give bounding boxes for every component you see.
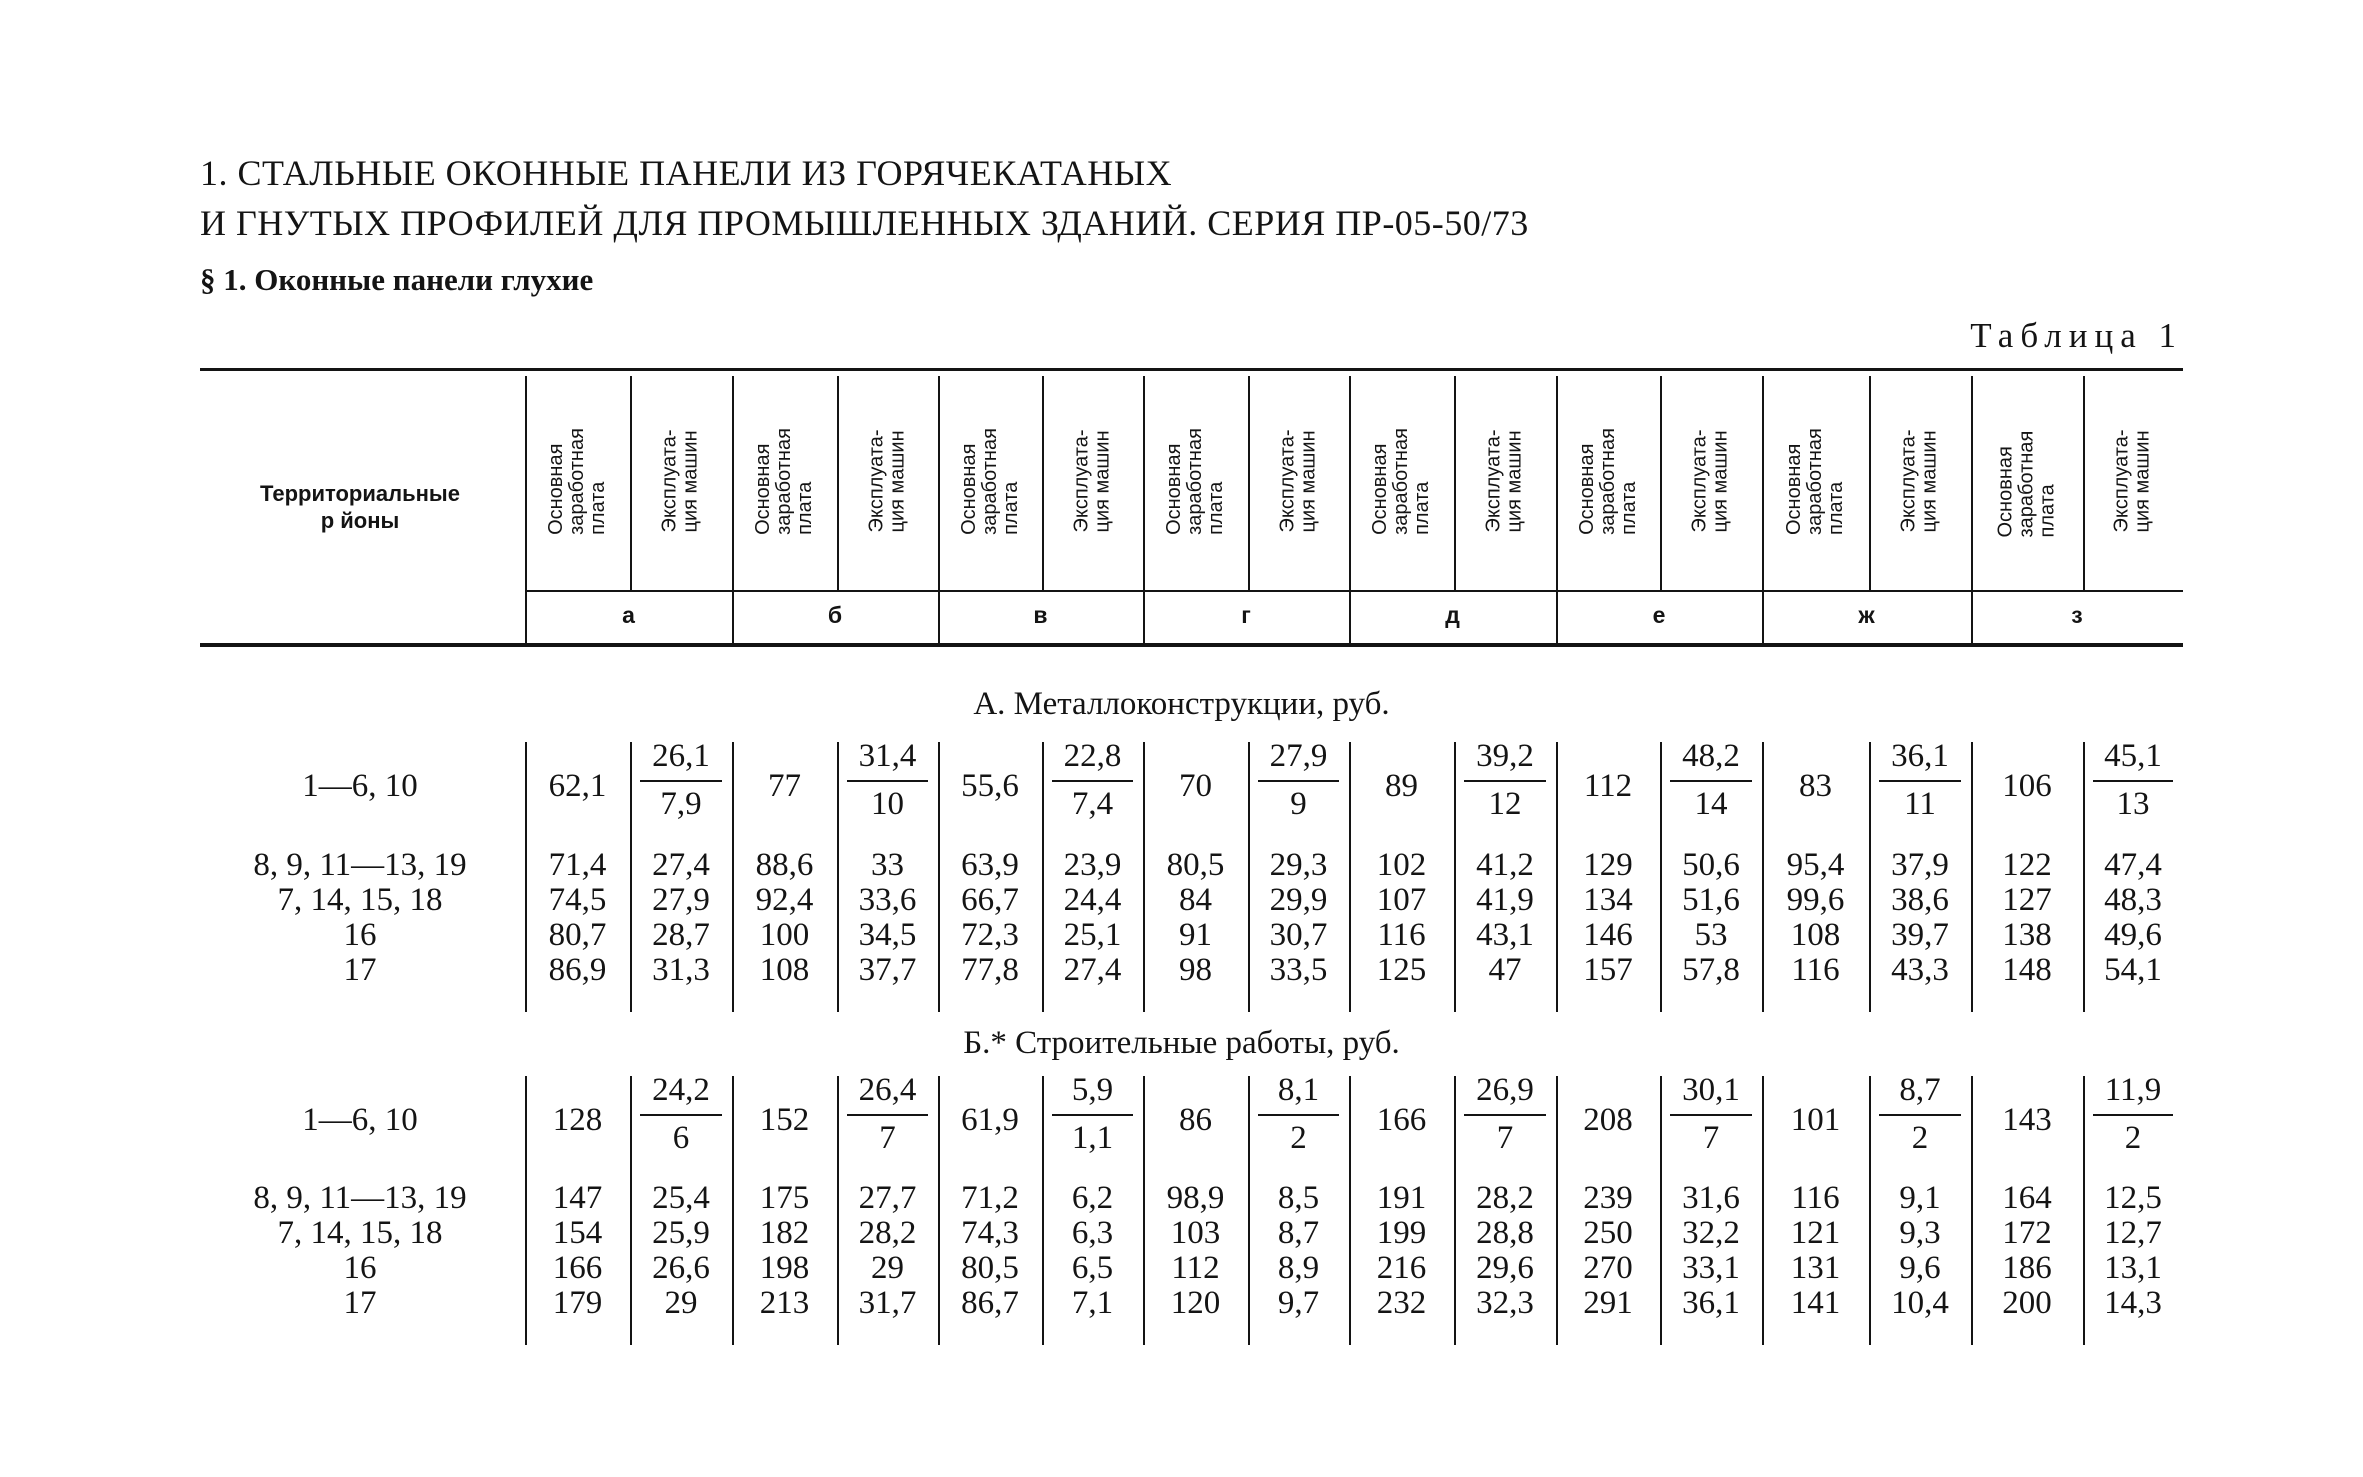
column-letter: в [1033, 602, 1048, 628]
machine-use-numerator: 30,1 [1682, 1072, 1740, 1108]
machine-use-denominator: 2 [2124, 1120, 2142, 1156]
column-letter: а [622, 602, 635, 628]
machine-use-value: 8,9 [1277, 1250, 1320, 1286]
machine-use-numerator: 36,1 [1891, 738, 1949, 774]
machine-use-value: 41,2 [1476, 847, 1534, 883]
machine-use-denominator: 9 [1290, 786, 1307, 822]
base-wage-value: 128 [552, 1102, 603, 1138]
machine-use-value: 26,6 [652, 1250, 710, 1286]
region-label: 16 [343, 917, 377, 953]
subheader-machine-use [630, 376, 732, 586]
fraction-bar [847, 1114, 928, 1116]
fraction-bar [1464, 1114, 1546, 1116]
machine-use-denominator: 7,9 [660, 786, 702, 822]
subheader-machine-use-text: Эксплуата- ция машин [1483, 429, 1526, 533]
title-line-2: И ГНУТЫХ ПРОФИЛЕЙ ДЛЯ ПРОМЫШЛЕННЫХ ЗДАНИЙ. СЕРИЯ ПР-05-50/73 [200, 203, 1529, 243]
machine-use-value: 30,7 [1269, 917, 1328, 953]
machine-use-value: 7,1 [1071, 1285, 1114, 1321]
base-wage-value: 125 [1376, 952, 1427, 988]
machine-use-numerator: 39,2 [1476, 738, 1534, 774]
document-title [200, 148, 2100, 248]
base-wage-value: 232 [1376, 1285, 1427, 1321]
machine-use-value: 34,5 [858, 917, 917, 953]
fraction-bar [640, 1114, 722, 1116]
machine-use-value: 29,9 [1269, 882, 1328, 918]
base-wage-value: 143 [2002, 1102, 2052, 1138]
region-label: 7, 14, 15, 18 [277, 1215, 443, 1251]
machine-use-value: 37,9 [1891, 847, 1949, 883]
base-wage-value: 166 [552, 1250, 603, 1286]
base-wage-value: 71,2 [961, 1180, 1019, 1216]
machine-use-value: 10,4 [1891, 1285, 1949, 1321]
group-title: Б.* Строительные работы, руб. [963, 1025, 1400, 1061]
machine-use-value: 31,7 [858, 1285, 917, 1321]
machine-use-numerator: 31,4 [858, 738, 917, 774]
subheader-machine-use [837, 376, 938, 586]
base-wage-value: 112 [1583, 768, 1633, 804]
machine-use-value: 27,4 [1063, 952, 1122, 988]
fraction-bar [2093, 780, 2173, 782]
region-label: 1—6, 10 [302, 1102, 418, 1138]
column-letter: д [1445, 602, 1460, 628]
machine-use-value: 13,1 [2104, 1250, 2162, 1286]
region-label: 8, 9, 11—13, 19 [253, 1180, 467, 1216]
subheader-machine-use-text: Эксплуата- ция машин [2111, 429, 2154, 533]
base-wage-value: 70 [1179, 768, 1212, 804]
base-wage-value: 92,4 [755, 882, 814, 918]
machine-use-value: 43,3 [1891, 952, 1949, 988]
base-wage-value: 71,4 [548, 847, 607, 883]
machine-use-value: 27,9 [652, 882, 710, 918]
base-wage-value: 179 [552, 1285, 603, 1321]
base-wage-value: 61,9 [961, 1102, 1019, 1138]
base-wage-value: 216 [1376, 1250, 1427, 1286]
base-wage-value: 122 [2002, 847, 2052, 883]
machine-use-value: 54,1 [2104, 952, 2162, 988]
table-header-bottom-rule [200, 643, 2183, 647]
machine-use-value: 25,4 [652, 1180, 710, 1216]
subheader-machine-use-text: Эксплуата- ция машин [1276, 429, 1320, 533]
section-heading: § 1. Оконные панели глухие [200, 262, 594, 297]
machine-use-value: 48,3 [2104, 882, 2162, 918]
subheader-base-wage [732, 376, 837, 586]
machine-use-value: 49,6 [2104, 917, 2162, 953]
machine-use-value: 57,8 [1682, 952, 1740, 988]
machine-use-value: 12,5 [2104, 1180, 2162, 1216]
fraction-bar [640, 780, 722, 782]
machine-use-denominator: 7 [1702, 1120, 1720, 1156]
machine-use-numerator: 24,2 [652, 1072, 710, 1108]
machine-use-value: 28,7 [652, 917, 710, 953]
machine-use-value: 29 [871, 1250, 904, 1286]
fraction-bar [1670, 780, 1752, 782]
machine-use-value: 24,4 [1063, 882, 1122, 918]
fraction-bar [1258, 1114, 1339, 1116]
base-wage-value: 175 [759, 1180, 810, 1216]
machine-use-denominator: 7,4 [1071, 786, 1114, 822]
fraction-bar [847, 780, 928, 782]
subheader-base-wage-text: Основная заработная плата [1163, 427, 1227, 535]
base-wage-value: 66,7 [961, 882, 1019, 918]
machine-use-value: 6,2 [1071, 1180, 1114, 1216]
subheader-base-wage [938, 376, 1042, 586]
base-wage-value: 62,1 [548, 768, 607, 804]
base-wage-value: 129 [1583, 847, 1633, 883]
base-wage-value: 101 [1790, 1102, 1841, 1138]
base-wage-value: 88,6 [755, 847, 814, 883]
subheader-machine-use [2083, 376, 2183, 586]
fraction-bar [1879, 780, 1961, 782]
machine-use-denominator: 7 [879, 1120, 896, 1156]
region-label: 16 [343, 1250, 377, 1286]
machine-use-denominator: 6 [672, 1120, 690, 1156]
machine-use-numerator: 45,1 [2104, 738, 2162, 774]
column-letter: ж [1858, 602, 1875, 628]
machine-use-value: 9,1 [1899, 1180, 1941, 1216]
base-wage-value: 103 [1170, 1215, 1221, 1251]
machine-use-value: 43,1 [1476, 917, 1534, 953]
machine-use-value: 8,7 [1277, 1215, 1320, 1251]
territory-header-line-2: р йоны [320, 508, 400, 533]
group-title: А. Металлоконструкции, руб. [973, 686, 1390, 722]
base-wage-value: 141 [1790, 1285, 1841, 1321]
base-wage-value: 213 [759, 1285, 810, 1321]
machine-use-value: 25,9 [652, 1215, 710, 1251]
machine-use-value: 33,1 [1682, 1250, 1740, 1286]
machine-use-value: 50,6 [1682, 847, 1740, 883]
machine-use-numerator: 22,8 [1063, 738, 1122, 774]
subheader-base-wage [1762, 376, 1869, 586]
machine-use-value: 27,7 [858, 1180, 917, 1216]
machine-use-denominator: 14 [1694, 786, 1728, 822]
machine-use-value: 29,3 [1269, 847, 1328, 883]
subheader-machine-use-text: Эксплуата- ция машин [659, 429, 702, 533]
machine-use-value: 33,5 [1269, 952, 1328, 988]
table-top-rule [200, 368, 2183, 371]
machine-use-denominator: 2 [1911, 1120, 1929, 1156]
base-wage-value: 112 [1171, 1250, 1220, 1286]
subheader-machine-use-text: Эксплуата- ция машин [1689, 429, 1732, 533]
machine-use-value: 28,8 [1476, 1215, 1534, 1251]
base-wage-value: 72,3 [961, 917, 1019, 953]
subheader-base-wage-text: Основная заработная плата [957, 427, 1022, 535]
machine-use-value: 29 [664, 1285, 698, 1321]
base-wage-value: 208 [1583, 1102, 1633, 1138]
base-wage-value: 120 [1170, 1285, 1221, 1321]
machine-use-value: 28,2 [1476, 1180, 1534, 1216]
base-wage-value: 148 [2002, 952, 2052, 988]
machine-use-numerator: 5,9 [1071, 1072, 1114, 1108]
column-letter: е [1652, 602, 1666, 628]
machine-use-numerator: 11,9 [2104, 1072, 2162, 1108]
machine-use-value: 39,7 [1891, 917, 1949, 953]
machine-use-value: 38,6 [1891, 882, 1949, 918]
base-wage-value: 55,6 [961, 768, 1019, 804]
base-wage-value: 182 [759, 1215, 810, 1251]
base-wage-value: 99,6 [1786, 882, 1845, 918]
base-wage-value: 291 [1583, 1285, 1633, 1321]
machine-use-value: 33,6 [858, 882, 917, 918]
machine-use-value: 31,3 [652, 952, 710, 988]
machine-use-denominator: 7 [1496, 1120, 1514, 1156]
machine-use-denominator: 13 [2116, 786, 2150, 822]
region-label: 1—6, 10 [302, 768, 418, 804]
machine-use-numerator: 26,9 [1476, 1072, 1534, 1108]
subheader-base-wage [525, 376, 630, 586]
base-wage-value: 239 [1583, 1180, 1633, 1216]
base-wage-value: 127 [2002, 882, 2052, 918]
subheader-machine-use-text: Эксплуата- ция машин [865, 429, 909, 533]
subheader-base-wage [1971, 376, 2083, 586]
base-wage-value: 138 [2002, 917, 2052, 953]
subheader-base-wage [1556, 376, 1660, 586]
subheader-base-wage-text: Основная заработная плата [1783, 427, 1847, 535]
base-wage-value: 191 [1376, 1180, 1427, 1216]
base-wage-value: 80,7 [548, 917, 607, 953]
base-wage-value: 147 [552, 1180, 603, 1216]
fraction-bar [1052, 780, 1133, 782]
machine-use-value: 33 [871, 847, 904, 883]
title-line-1: 1. СТАЛЬНЫЕ ОКОННЫЕ ПАНЕЛИ ИЗ ГОРЯЧЕКАТАНЫХ [200, 153, 1173, 193]
machine-use-numerator: 26,1 [652, 738, 710, 774]
base-wage-value: 63,9 [961, 847, 1019, 883]
base-wage-value: 116 [1377, 917, 1426, 953]
base-wage-value: 98 [1179, 952, 1212, 988]
column-letter: з [2071, 602, 2083, 628]
subheader-machine-use [1248, 376, 1349, 586]
subheader-machine-use-text: Эксплуата- ция машин [1898, 429, 1941, 533]
base-wage-value: 157 [1583, 952, 1633, 988]
machine-use-numerator: 48,2 [1682, 738, 1740, 774]
base-wage-value: 86,9 [548, 952, 607, 988]
machine-use-value: 23,9 [1063, 847, 1122, 883]
machine-use-numerator: 27,9 [1269, 738, 1328, 774]
base-wage-value: 74,3 [961, 1215, 1019, 1251]
base-wage-value: 166 [1376, 1102, 1427, 1138]
base-wage-value: 95,4 [1786, 847, 1845, 883]
base-wage-value: 83 [1799, 768, 1832, 804]
machine-use-value: 6,3 [1071, 1215, 1114, 1251]
fraction-bar [1670, 1114, 1752, 1116]
column-letter: б [827, 602, 843, 628]
machine-use-value: 31,6 [1682, 1180, 1740, 1216]
region-label: 17 [343, 952, 377, 988]
base-wage-value: 198 [759, 1250, 810, 1286]
base-wage-value: 200 [2002, 1285, 2052, 1321]
machine-use-value: 29,6 [1476, 1250, 1534, 1286]
subheader-machine-use [1869, 376, 1971, 586]
subheader-machine-use [1454, 376, 1556, 586]
machine-use-denominator: 10 [871, 786, 904, 822]
base-wage-value: 98,9 [1166, 1180, 1225, 1216]
machine-use-numerator: 8,7 [1899, 1072, 1941, 1108]
base-wage-value: 80,5 [1166, 847, 1225, 883]
machine-use-value: 9,6 [1899, 1250, 1941, 1286]
fraction-bar [1258, 780, 1339, 782]
base-wage-value: 186 [2002, 1250, 2052, 1286]
table-label: Таблица 1 [1970, 316, 2183, 355]
base-wage-value: 80,5 [961, 1250, 1019, 1286]
machine-use-numerator: 26,4 [858, 1072, 917, 1108]
base-wage-value: 107 [1376, 882, 1427, 918]
base-wage-value: 199 [1376, 1215, 1427, 1251]
base-wage-value: 164 [2002, 1180, 2052, 1216]
subheader-base-wage-text: Основная заработная плата [545, 427, 609, 535]
base-wage-value: 91 [1179, 917, 1212, 953]
fraction-bar [1879, 1114, 1961, 1116]
machine-use-numerator: 8,1 [1277, 1072, 1320, 1108]
subheader-machine-use [1042, 376, 1143, 586]
machine-use-value: 51,6 [1682, 882, 1740, 918]
machine-use-value: 9,7 [1277, 1285, 1320, 1321]
base-wage-value: 77,8 [961, 952, 1019, 988]
column-letter: г [1241, 602, 1251, 628]
base-wage-value: 172 [2002, 1215, 2052, 1251]
letters-rule [525, 590, 2183, 592]
subheader-base-wage-text: Основная заработная плата [1575, 427, 1640, 535]
machine-use-value: 47 [1488, 952, 1522, 988]
base-wage-value: 134 [1583, 882, 1633, 918]
base-wage-value: 106 [2002, 768, 2052, 804]
machine-use-denominator: 2 [1290, 1120, 1307, 1156]
base-wage-value: 108 [1790, 917, 1841, 953]
machine-use-value: 36,1 [1682, 1285, 1740, 1321]
machine-use-value: 9,3 [1899, 1215, 1941, 1251]
machine-use-denominator: 12 [1488, 786, 1522, 822]
machine-use-value: 32,2 [1682, 1215, 1740, 1251]
territory-header [200, 480, 520, 534]
machine-use-value: 32,3 [1476, 1285, 1534, 1321]
base-wage-value: 146 [1583, 917, 1633, 953]
fraction-bar [2093, 1114, 2173, 1116]
machine-use-value: 27,4 [652, 847, 710, 883]
base-wage-value: 116 [1791, 1180, 1840, 1216]
base-wage-value: 121 [1790, 1215, 1841, 1251]
subheader-base-wage [1349, 376, 1454, 586]
machine-use-value: 37,7 [858, 952, 917, 988]
base-wage-value: 152 [759, 1102, 810, 1138]
base-wage-value: 77 [768, 768, 801, 804]
subheader-machine-use [1660, 376, 1762, 586]
region-label: 8, 9, 11—13, 19 [253, 847, 467, 883]
base-wage-value: 86 [1179, 1102, 1212, 1138]
machine-use-value: 47,4 [2104, 847, 2162, 883]
machine-use-value: 12,7 [2104, 1215, 2162, 1251]
base-wage-value: 89 [1385, 768, 1418, 804]
region-label: 17 [343, 1285, 377, 1321]
base-wage-value: 154 [552, 1215, 603, 1251]
machine-use-value: 25,1 [1063, 917, 1122, 953]
base-wage-value: 250 [1583, 1215, 1633, 1251]
base-wage-value: 270 [1583, 1250, 1633, 1286]
subheader-machine-use-text: Эксплуата- ция машин [1070, 429, 1114, 533]
subheader-base-wage-text: Основная заработная плата [1369, 427, 1433, 535]
machine-use-value: 53 [1694, 917, 1728, 953]
base-wage-value: 84 [1179, 882, 1212, 918]
machine-use-denominator: 1,1 [1071, 1120, 1114, 1156]
base-wage-value: 116 [1791, 952, 1840, 988]
machine-use-value: 6,5 [1071, 1250, 1114, 1286]
fraction-bar [1464, 780, 1546, 782]
base-wage-value: 102 [1376, 847, 1427, 883]
base-wage-value: 108 [759, 952, 810, 988]
base-wage-value: 100 [759, 917, 810, 953]
base-wage-value: 86,7 [961, 1285, 1019, 1321]
subheader-base-wage-text: Основная заработная плата [752, 427, 816, 535]
machine-use-value: 41,9 [1476, 882, 1534, 918]
machine-use-value: 14,3 [2104, 1285, 2162, 1321]
machine-use-value: 28,2 [858, 1215, 917, 1251]
region-label: 7, 14, 15, 18 [277, 882, 443, 918]
base-wage-value: 131 [1790, 1250, 1841, 1286]
fraction-bar [1052, 1114, 1133, 1116]
subheader-base-wage-text: Основная заработная плата [1994, 430, 2059, 537]
base-wage-value: 74,5 [548, 882, 607, 918]
territory-header-line-1: Территориальные [260, 481, 460, 506]
machine-use-denominator: 11 [1904, 786, 1936, 822]
subheader-base-wage [1143, 376, 1248, 586]
machine-use-value: 8,5 [1277, 1180, 1320, 1216]
